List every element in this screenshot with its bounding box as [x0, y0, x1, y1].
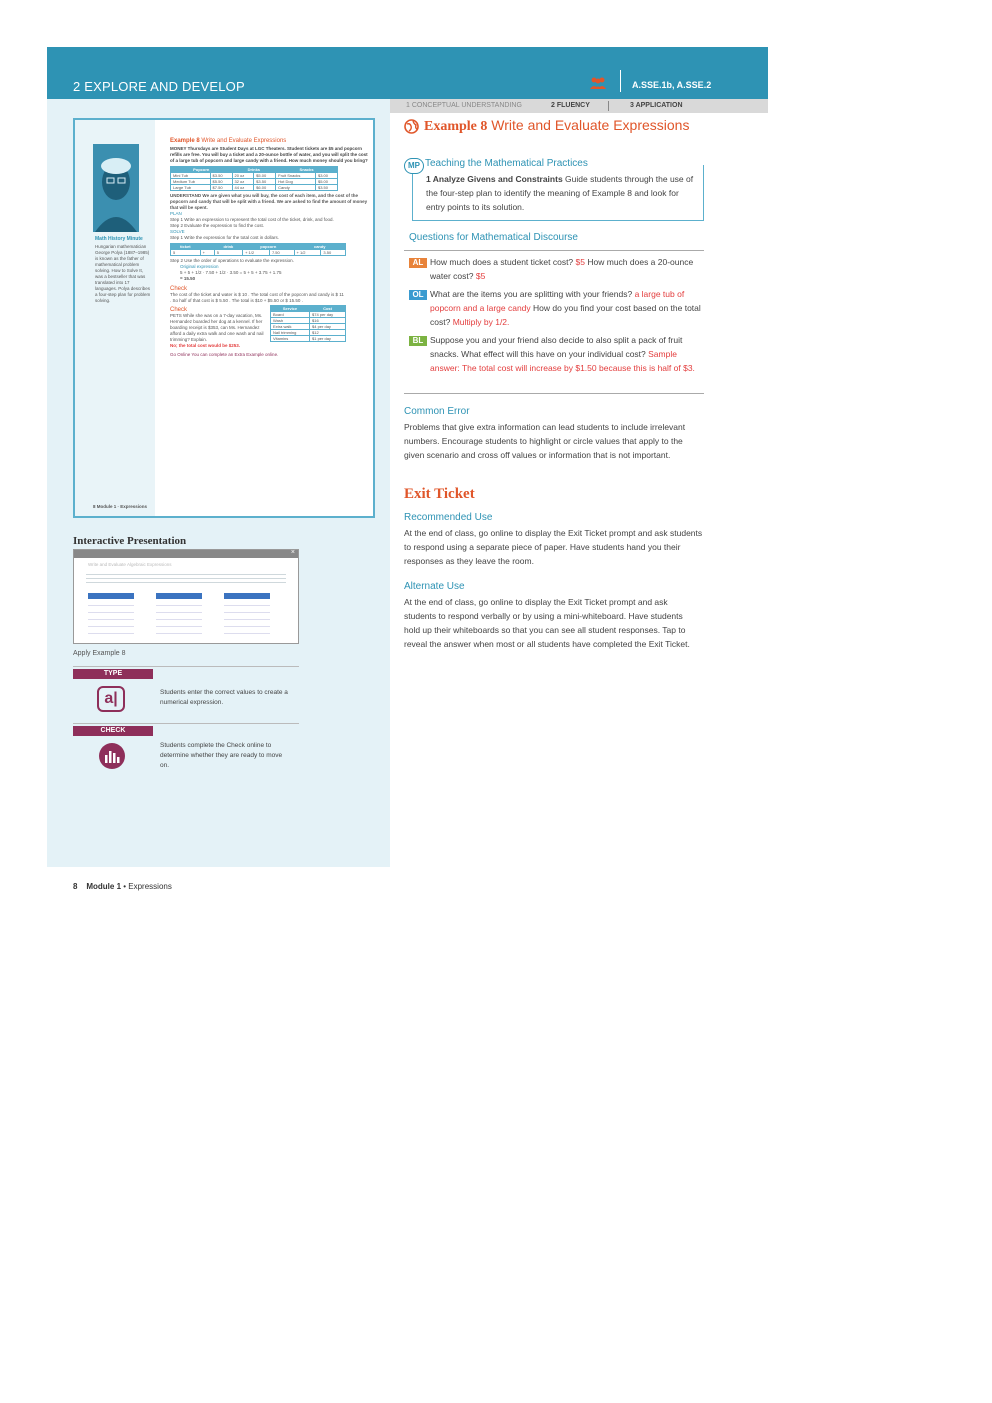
interactive-presentation-title: Interactive Presentation: [73, 535, 187, 547]
screen-titlebar: [74, 550, 298, 558]
example-title: Write and Evaluate Expressions: [491, 117, 690, 133]
table-cell: $1 per day: [310, 336, 346, 342]
original-expression-label: Original expression: [180, 264, 219, 269]
price-header-popcorn: Popcorn: [171, 167, 233, 173]
screen-title: Write and Evaluate Algebraic Expressions: [88, 562, 172, 567]
table-row: [171, 250, 346, 256]
ol-answer-2: Multiply by 1/2.: [452, 317, 510, 327]
module-label: Module 1: [86, 882, 122, 891]
screen-tables: [88, 593, 298, 635]
table-cell: Wash: [271, 318, 310, 324]
expr-header-drink: drink: [214, 244, 242, 250]
module-topic: • Expressions: [123, 882, 172, 891]
ol-question: [430, 287, 702, 329]
divider: [73, 666, 299, 667]
exit-ticket-heading: Exit Ticket: [404, 486, 475, 502]
example-label: Example 8: [424, 119, 488, 134]
screen-table-drinks: [156, 593, 202, 635]
ol-answer-1: a large tub of popcorn and a large candy: [430, 289, 685, 313]
cost-header: Cost: [310, 306, 346, 312]
common-error-heading: Common Error: [404, 406, 470, 417]
ol-tag: OL: [409, 290, 427, 300]
check-tag: CHECK: [73, 726, 153, 736]
page-number: 8: [73, 882, 78, 891]
table-cell: Large Tub: [171, 185, 211, 191]
table-cell: Board: [271, 312, 310, 318]
table-cell: Extra walk: [271, 324, 310, 330]
service-header: Service: [271, 306, 310, 312]
bl-answer-1: Sample answer: The total cost will increase by $1.50 because this is half of $3.: [430, 349, 695, 373]
table-cell: $5.50: [210, 179, 232, 185]
type-tag: TYPE: [73, 669, 153, 679]
divider: [404, 393, 704, 394]
solve-step1: Step 1 Write the expression for the total cost in dollars.: [170, 235, 279, 240]
table-cell: + 1/2: [243, 250, 270, 256]
table-cell: $5.00: [254, 173, 276, 179]
table-cell: $3.00: [315, 173, 337, 179]
al-tag: AL: [409, 258, 427, 268]
bl-question-1: Suppose you and your friend also decide to also split a pack of fruit snacks. What effect will this have on your individual cost?: [430, 335, 683, 359]
plan-label: PLAN: [170, 211, 182, 216]
table-row: [271, 336, 346, 342]
levels-bar: [390, 99, 768, 113]
al-answer-1: $5: [575, 257, 585, 267]
table-cell: $4 per day: [310, 324, 346, 330]
table-cell: 5: [214, 250, 242, 256]
solve-step2: Step 2 Use the order of operations to evaluate the expression.: [170, 258, 294, 263]
table-cell: + 1/2: [294, 250, 321, 256]
type-description: Students enter the correct values to create a numerical expression.: [160, 689, 288, 706]
table-cell: Candy: [276, 185, 316, 191]
check-label: Check: [170, 286, 188, 292]
table-cell: 7.50: [269, 250, 294, 256]
page-footer: [73, 882, 172, 891]
price-header-drinks: Drinks: [232, 167, 276, 173]
table-cell: $12: [310, 330, 346, 336]
table-cell: Fruit Snacks: [276, 173, 316, 179]
al-question-1: How much does a student ticket cost?: [430, 257, 574, 267]
divider: [404, 250, 704, 251]
expr-header-ticket: ticket: [171, 244, 201, 250]
apply-example-label: Apply Example 8: [73, 650, 126, 657]
thumb-footer: 8 Module 1 · Expressions: [93, 504, 148, 509]
level-fluency: 2 FLUENCY: [551, 102, 590, 109]
student-page-thumbnail: [73, 118, 375, 518]
mp-badge-icon: MP: [404, 158, 424, 174]
table-cell: 3.50: [321, 250, 346, 256]
check2-answer: No; the total cost would be $253.: [170, 343, 241, 348]
example-heading: [404, 117, 704, 135]
thumb-example-label: Example 8: [170, 138, 200, 144]
math-practices-body: Guide students through the use of the four-step plan to identify the meaning of Example 8 and look for entry points to its solution.: [426, 174, 694, 212]
level-divider: [608, 101, 609, 111]
math-practices-heading: Teaching the Mathematical Practices: [425, 158, 592, 169]
understand-text: UNDERSTAND We are given what you will buy, the cost of each item, and the cost of the popcorn and candy that will be split with a friend. We are asked to find the amount of money that will be spent.: [170, 193, 368, 210]
original-expression: 5 + 5 + 1/2 · 7.50 + 1/2 · 3.50 = 5 + 5 + 3.75 + 1.75: [180, 270, 282, 275]
collaboration-icon: [589, 76, 607, 90]
screen-table-popcorn: [88, 593, 134, 635]
alternate-use-text: At the end of class, go online to display the Exit Ticket prompt and ask students to respond verbally or by using a mini-whiteboard. Have students hold up their whiteboards so that you can see all student responses. Tap to reveal the answer when most or all students have completed the Exit Ticket.: [404, 597, 690, 649]
table-cell: Hot Dog: [276, 179, 316, 185]
check2-label: Check: [170, 307, 188, 313]
bar-chart-icon: [99, 743, 125, 769]
ol-question-2: How do you find your cost based on the total cost?: [430, 303, 701, 327]
alternate-use-heading: Alternate Use: [404, 581, 465, 592]
table-cell: $3.50: [254, 179, 276, 185]
screen-prompt-lines: [86, 571, 286, 585]
level-conceptual: 1 CONCEPTUAL UNDERSTANDING: [406, 102, 522, 109]
al-answer-2: $5: [475, 271, 486, 281]
price-table: [170, 166, 338, 191]
thumb-example-title: Write and Evaluate Expressions: [201, 138, 287, 144]
recommended-use-heading: Recommended Use: [404, 512, 493, 523]
table-row: [171, 185, 338, 191]
check2-text: PETS While she was on a 7-day vacation, Ms. Hernandez boarded her dog at a kennel. If her boarding receipt is $353, can Ms. Hernandez afford a daily extra walk and one wash and nail trimming? Explain.: [170, 313, 264, 342]
check-description: Students complete the Check online to determine whether they are ready to move on.: [160, 742, 283, 769]
price-header-snacks: Snacks: [276, 167, 338, 173]
table-cell: $6.00: [254, 185, 276, 191]
table-cell: 20 oz: [232, 173, 254, 179]
math-practices-bold: 1 Analyze Givens and Constraints: [426, 174, 563, 184]
table-cell: 44 oz: [232, 185, 254, 191]
sidebar-text: Hungarian mathematician George Polya (1887–1985) is known as the father of mathematical problem solving. How to Solve It, was a bestseller that was translated into 17 languages. Polya describes a four-step plan for problem solving.: [95, 244, 151, 303]
money-prompt: MONEY Thursdays are Student Days at LGC Theaters. Student tickets are $5 and popcorn refills are free. You will buy a ticket and a 20-ounce bottle of water, and you will split the cost of a large tub of popcorn and large candy with a friend. How much money should you bring?: [170, 146, 368, 163]
section-title: 2 EXPLORE AND DEVELOP: [73, 79, 245, 94]
plan-step2: Step 2 Evaluate the expression to find the cost.: [170, 223, 265, 228]
al-question-2: How much does a 20-ounce water cost?: [430, 257, 694, 281]
table-cell: +: [200, 250, 214, 256]
recommended-use-text: At the end of class, go online to display the Exit Ticket prompt and ask students to respond using a separate piece of paper. Have students hand you their responses as they leave the room.: [404, 528, 703, 566]
expr-header-candy: candy: [294, 244, 345, 250]
screen-table-snacks: [224, 593, 270, 635]
table-cell: $3.50: [315, 185, 337, 191]
check-text: The cost of the ticket and water is $ 10 . The total cost of the popcorn and candy is $ 11 . So half of that cost is $ 5.50 . The total is $10 + $5.50 or $ 15.50 .: [170, 292, 344, 303]
solve-label: SOLVE: [170, 229, 185, 234]
table-cell: Mini Tub: [171, 173, 211, 179]
expression-table: [170, 243, 346, 256]
bl-tag: BL: [409, 336, 427, 346]
ol-question-1: What are the items you are splitting with your friends?: [430, 289, 633, 299]
table-cell: $16: [310, 318, 346, 324]
sidebar-heading: Math History Minute: [95, 236, 143, 242]
header-divider: [620, 70, 621, 92]
thumb-example-heading: [170, 138, 370, 144]
interactive-screen-thumbnail[interactable]: [73, 549, 299, 644]
original-result: = 15.50: [180, 276, 196, 281]
table-cell: $5.00: [315, 179, 337, 185]
plan-step1: Step 1 Write an expression to represent the total cost of the ticket, drink, and food.: [170, 217, 334, 222]
standards-label: A.SSE.1b, A.SSE.2: [632, 80, 712, 90]
portrait-image: [93, 144, 139, 232]
service-table: [270, 305, 346, 342]
table-cell: 5: [171, 250, 201, 256]
al-question: [430, 255, 700, 283]
bl-question: [430, 333, 700, 375]
common-error-text: Problems that give extra information can lead students to include irrelevant numbers. Encourage students to highlight or circle values that apply to the given scenario and cross off values or information that is not important.: [404, 422, 686, 460]
table-cell: $7.50: [210, 185, 232, 191]
go-online-note: Go Online You can complete an Extra Example online.: [170, 352, 279, 357]
table-cell: $74 per day: [310, 312, 346, 318]
type-input-icon: a|: [97, 686, 125, 712]
table-cell: Vitamins: [271, 336, 310, 342]
math-practices-text: [426, 172, 698, 214]
table-cell: $3.50: [210, 173, 232, 179]
table-cell: 32 oz: [232, 179, 254, 185]
divider: [73, 723, 299, 724]
level-application: 3 APPLICATION: [630, 102, 683, 109]
table-cell: Medium Tub: [171, 179, 211, 185]
questions-heading: Questions for Mathematical Discourse: [409, 232, 578, 243]
expr-header-popcorn: popcorn: [243, 244, 294, 250]
table-cell: Nail trimming: [271, 330, 310, 336]
close-icon: ×: [290, 549, 295, 556]
